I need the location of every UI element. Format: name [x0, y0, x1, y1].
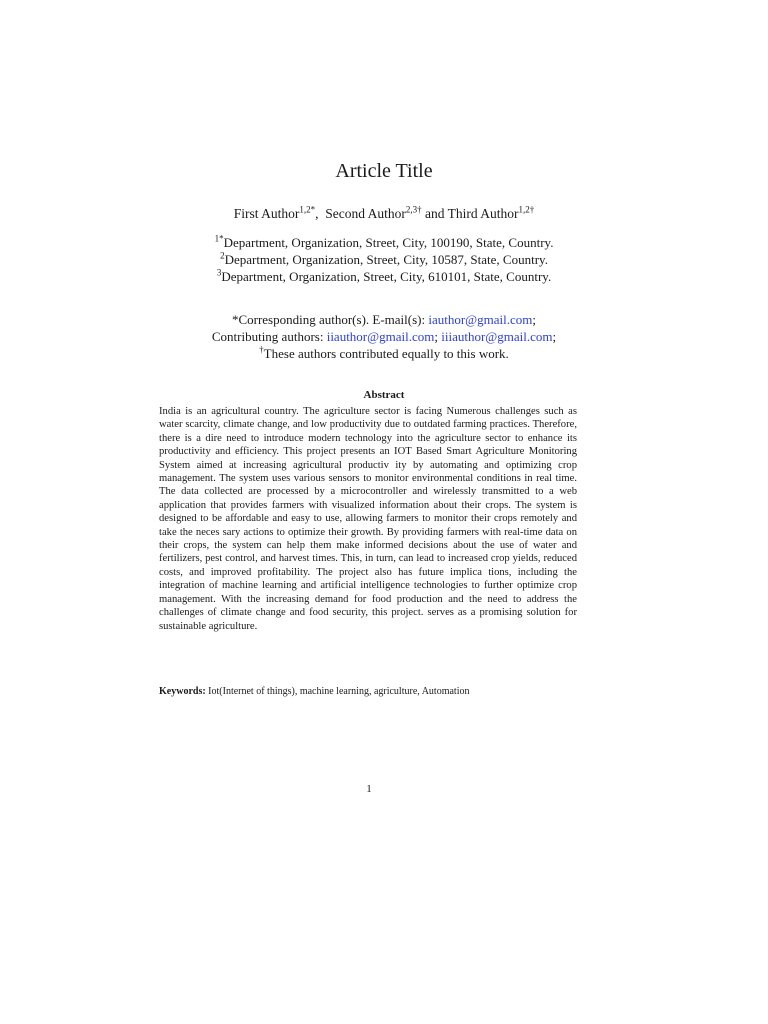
- author-list: [0, 206, 768, 222]
- contributing-authors-line: [0, 328, 768, 345]
- corresponding-author-line: [0, 311, 768, 328]
- separator: ;: [434, 329, 442, 344]
- affiliations: [0, 234, 768, 285]
- author-name: Second Author: [325, 206, 406, 221]
- affiliation-mark: 1*: [214, 233, 224, 244]
- author-marks: 1,2†: [518, 204, 535, 215]
- abstract-heading: Abstract: [363, 389, 405, 401]
- affiliation-line: [0, 268, 768, 285]
- affiliation-text: Department, Organization, Street, City, 100190, State, Country.: [223, 235, 554, 250]
- article-title: Article Title: [335, 160, 433, 182]
- correspondence-block: [0, 311, 768, 362]
- keywords-text: Iot(Internet of things), machine learning, agriculture, Automation: [208, 686, 470, 697]
- affiliation-text: Department, Organization, Street, City, 610101, State, Country.: [221, 269, 552, 284]
- author-name: First Author: [233, 206, 300, 221]
- author-name: Third Author: [447, 206, 519, 221]
- separator: ;: [532, 312, 537, 327]
- author-marks: 2,3†: [405, 204, 422, 215]
- page-number: 1: [366, 783, 372, 795]
- affiliation-mark: 2: [220, 250, 225, 261]
- author-marks: 1,2*: [299, 204, 316, 215]
- contributing-label: Contributing authors:: [211, 329, 327, 344]
- corresponding-label: *Corresponding author(s). E-mail(s):: [231, 312, 429, 327]
- author-separator: and: [425, 206, 445, 221]
- equal-contribution-line: [0, 345, 768, 362]
- email-link[interactable]: iiiauthor@gmail.com: [441, 329, 553, 344]
- equal-contribution-text: These authors contributed equally to this work.: [263, 346, 509, 361]
- abstract-body: India is an agricultural country. The agriculture sector is facing Numerous challenges such as water scarcity, climate change, and low productivity due to outdated farming practices. Therefore, there is a dire need to introduce modern technology into the agriculture sector to enhance its productivity and efficiency. This project presents an IOT Based Smart Agriculture Monitoring System aimed at increasing agricultural productiv ity by automating and optimizing crop management. The system uses various sensors to monitor environmental conditions in real time. The data collected are processed by a microcontroller and wirelessly transmitted to a web application that provides farmers with visualized information about their crops. The system is designed to be affordable and easy to use, allowing farmers to monitor their crops remotely and take the neces sary actions to optimize their growth. By providing farmers with real-time data on their crops, the system can help them make informed decisions about the use of water and fertilizers, pest control, and harvest times. This, in turn, can lead to increased crop yields, reduced costs, and improved profitability. The project also has future implica tions, including the integration of machine learning and artificial intelligence technologies to further optimize crop management. With the increasing demand for food production and the need to address the challenges of climate change and food security, this project. serves as a promising solution for sustainable agriculture.: [159, 406, 577, 632]
- email-link[interactable]: iiauthor@gmail.com: [326, 329, 435, 344]
- keywords-line: [159, 686, 579, 697]
- author-separator: ,: [315, 206, 319, 221]
- affiliation-text: Department, Organization, Street, City, 10587, State, Country.: [224, 252, 548, 267]
- keywords-label: Keywords:: [159, 686, 206, 697]
- affiliation-line: [0, 234, 768, 251]
- separator: ;: [552, 329, 557, 344]
- affiliation-line: [0, 251, 768, 268]
- email-link[interactable]: iauthor@gmail.com: [428, 312, 533, 327]
- dagger-mark: †: [259, 344, 264, 355]
- affiliation-mark: 3: [216, 267, 222, 278]
